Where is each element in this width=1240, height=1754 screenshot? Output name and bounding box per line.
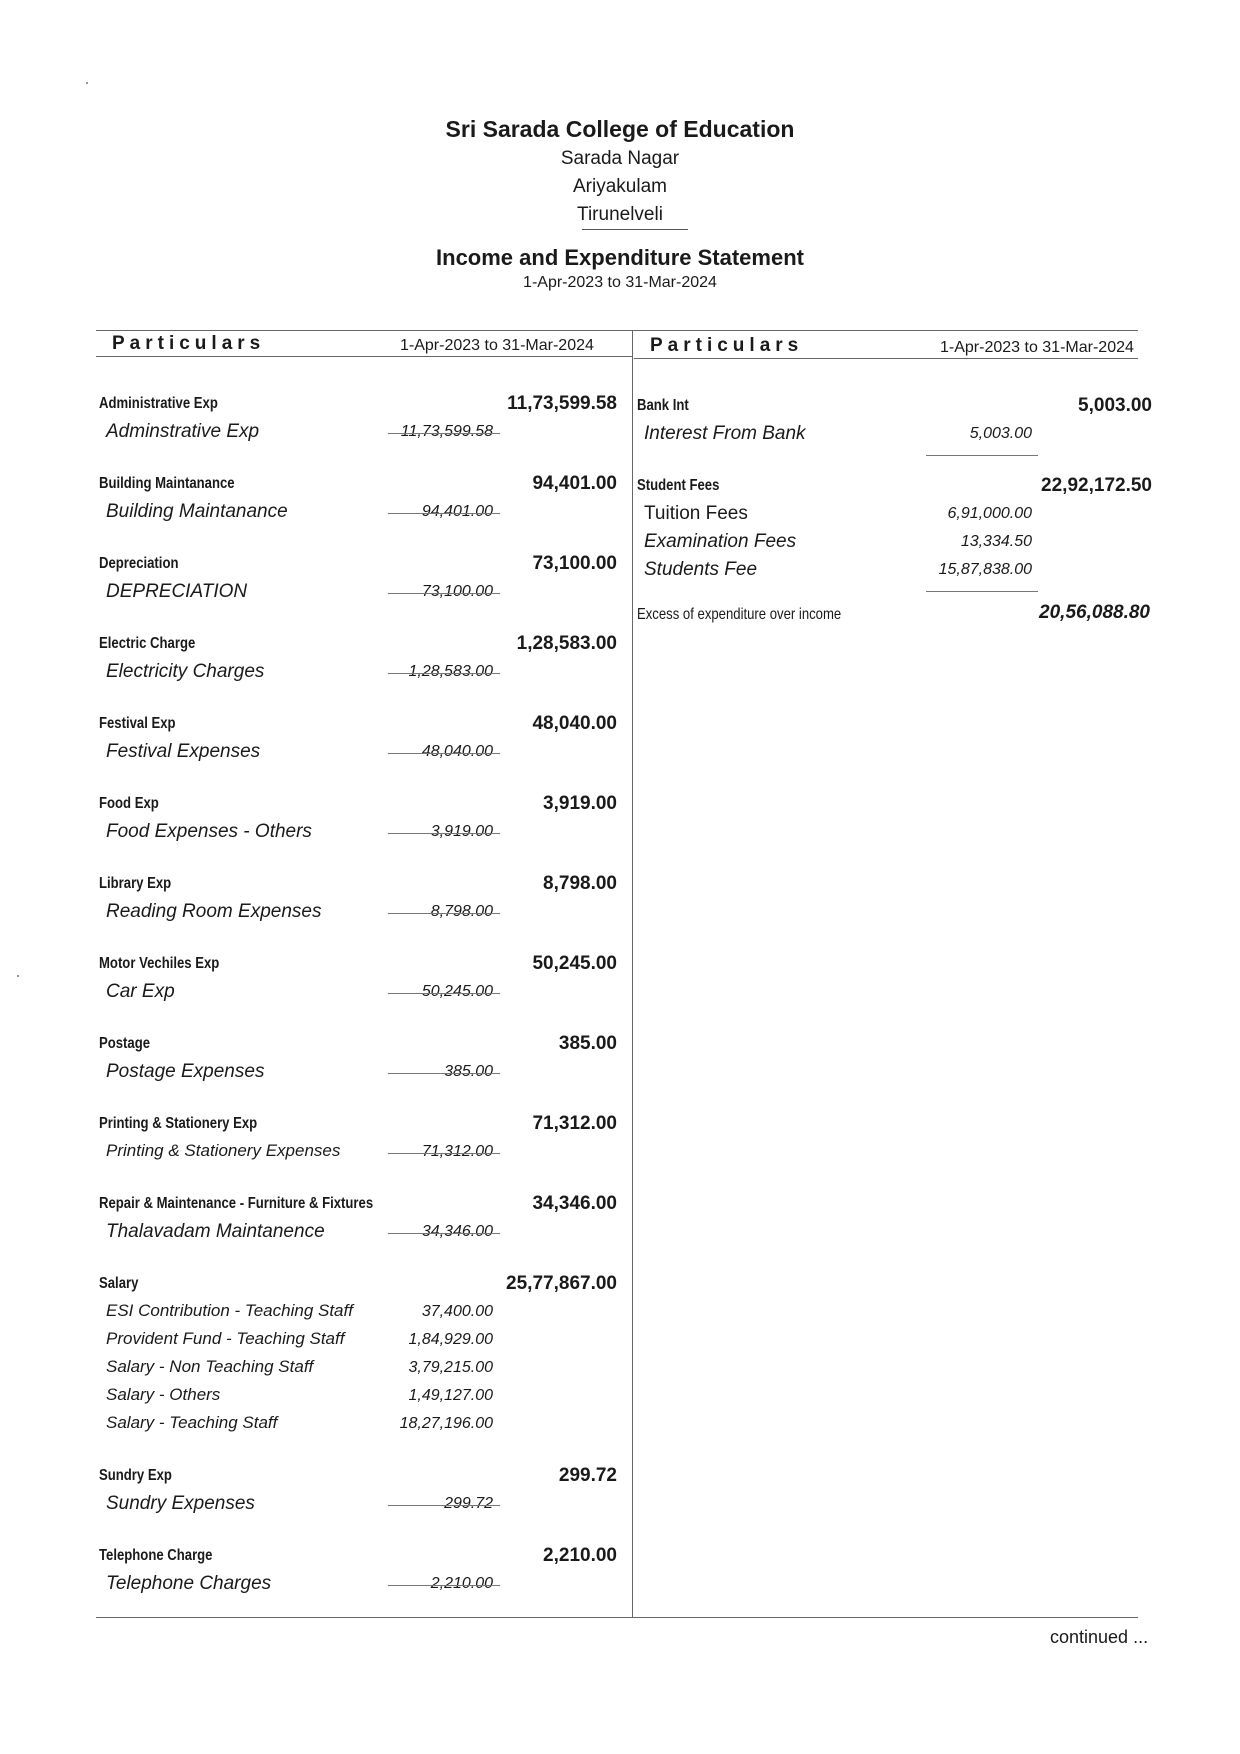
line-item-label: ESI Contribution - Teaching Staff	[106, 1301, 353, 1320]
line-item-label: Printing & Stationery Expenses	[106, 1141, 341, 1160]
group-total: 11,73,599.58	[507, 393, 617, 414]
college-name: Sri Sarada College of Education	[445, 116, 795, 142]
group-name: Building Maintanance	[99, 475, 235, 492]
line-item-label: Car Exp	[106, 981, 175, 1002]
group-total: 22,92,172.50	[1041, 475, 1152, 496]
group-name: Motor Vechiles Exp	[99, 955, 220, 972]
table-top-rule	[96, 330, 1138, 331]
group-name: Bank Int	[637, 397, 689, 414]
amount-underline	[388, 1233, 500, 1234]
line-item-label: Salary - Others	[106, 1385, 221, 1404]
group-name: Repair & Maintenance - Furniture & Fixtures	[99, 1195, 374, 1212]
line-item-label: Telephone Charges	[106, 1573, 272, 1594]
line-item-amount: 11,73,599.58	[400, 423, 493, 440]
group-name: Telephone Charge	[99, 1547, 213, 1564]
line-item-label: Sundry Expenses	[106, 1493, 255, 1514]
group-name: Postage	[99, 1035, 151, 1052]
line-item-label: Reading Room Expenses	[106, 901, 322, 922]
statement-period: 1-Apr-2023 to 31-Mar-2024	[523, 274, 717, 291]
line-item-amount: 299.72	[444, 1495, 493, 1512]
group-name: Library Exp	[99, 875, 172, 892]
line-item-amount: 5,003.00	[969, 425, 1032, 442]
amount-underline	[388, 513, 500, 514]
amount-underline	[388, 1153, 500, 1154]
line-item-label: Festival Expenses	[106, 741, 261, 762]
line-item-label: Tuition Fees	[644, 503, 748, 524]
line-item-label: Examination Fees	[644, 531, 797, 552]
line-item-amount: 1,84,929.00	[408, 1331, 493, 1348]
line-item-label: Food Expenses - Others	[106, 821, 312, 842]
group-name: Sundry Exp	[99, 1467, 172, 1484]
address-line-3: Tirunelveli	[577, 204, 663, 225]
scan-speck	[86, 82, 88, 84]
amount-underline	[388, 753, 500, 754]
group-total: 34,346.00	[532, 1193, 617, 1214]
amount-underline	[388, 993, 500, 994]
line-item-label: Postage Expenses	[106, 1061, 265, 1082]
excess-label: Excess of expenditure over income	[637, 606, 842, 623]
line-item-amount: 8,798.00	[430, 903, 493, 920]
line-item-amount: 48,040.00	[421, 743, 493, 760]
line-item-label: Building Maintanance	[106, 501, 288, 522]
line-item-label: Salary - Non Teaching Staff	[106, 1357, 314, 1376]
amount-underline	[388, 833, 500, 834]
group-total: 1,28,583.00	[516, 633, 617, 654]
amount-underline	[926, 591, 1038, 592]
group-total: 8,798.00	[543, 873, 617, 894]
line-item-amount: 385.00	[444, 1063, 493, 1080]
amount-underline	[388, 1073, 500, 1074]
line-item-label: Thalavadam Maintanence	[106, 1221, 325, 1242]
line-item-label: Provident Fund - Teaching Staff	[106, 1329, 345, 1348]
line-item-amount: 6,91,000.00	[947, 505, 1032, 522]
group-total: 3,919.00	[543, 793, 617, 814]
line-item-amount: 18,27,196.00	[399, 1415, 493, 1432]
line-item-amount: 37,400.00	[421, 1303, 493, 1320]
continued-note: continued ...	[1050, 1627, 1149, 1647]
line-item-amount: 13,334.50	[960, 533, 1032, 550]
amount-underline	[388, 673, 500, 674]
left-particulars-heading: Particulars	[112, 333, 266, 354]
left-header-underline	[96, 356, 632, 357]
line-item-amount: 1,28,583.00	[408, 663, 493, 680]
group-name: Salary	[99, 1275, 139, 1292]
amount-underline	[388, 433, 500, 434]
line-item-amount: 1,49,127.00	[408, 1387, 493, 1404]
left-period-heading: 1-Apr-2023 to 31-Mar-2024	[400, 337, 594, 354]
amount-underline	[926, 455, 1038, 456]
line-item-amount: 50,245.00	[421, 983, 493, 1000]
line-item-amount: 71,312.00	[421, 1143, 493, 1160]
line-item-amount: 3,79,215.00	[408, 1359, 493, 1376]
amount-underline	[388, 1585, 500, 1586]
statement-title: Income and Expenditure Statement	[436, 245, 804, 270]
column-divider	[632, 330, 633, 1618]
group-name: Electric Charge	[99, 635, 196, 652]
group-total: 50,245.00	[532, 953, 617, 974]
right-period-heading: 1-Apr-2023 to 31-Mar-2024	[940, 339, 1134, 356]
group-name: Student Fees	[637, 477, 720, 494]
group-total: 5,003.00	[1078, 395, 1152, 416]
group-name: Food Exp	[99, 795, 159, 812]
line-item-label: Salary - Teaching Staff	[106, 1413, 278, 1432]
amount-underline	[388, 593, 500, 594]
group-total: 25,77,867.00	[506, 1273, 617, 1294]
line-item-amount: 2,210.00	[430, 1575, 493, 1592]
line-item-label: Interest From Bank	[644, 423, 806, 444]
group-total: 299.72	[558, 1465, 617, 1486]
amount-underline	[388, 913, 500, 914]
group-name: Festival Exp	[99, 715, 176, 732]
line-item-amount: 94,401.00	[421, 503, 493, 520]
table-bottom-rule	[96, 1617, 1138, 1618]
group-total: 73,100.00	[532, 553, 617, 574]
line-item-label: Adminstrative Exp	[106, 421, 260, 442]
line-item-label: DEPRECIATION	[106, 581, 248, 602]
right-header-underline	[634, 358, 1138, 359]
group-total: 385.00	[558, 1033, 617, 1054]
address-underline	[582, 229, 688, 230]
address-line-2: Ariyakulam	[573, 176, 667, 197]
group-total: 2,210.00	[543, 1545, 617, 1566]
group-total: 94,401.00	[532, 473, 617, 494]
scan-speck	[17, 975, 19, 977]
group-total: 48,040.00	[532, 713, 617, 734]
line-item-label: Students Fee	[644, 559, 758, 580]
excess-amount: 20,56,088.80	[1039, 602, 1150, 623]
line-item-amount: 34,346.00	[421, 1223, 493, 1240]
right-particulars-heading: Particulars	[650, 335, 804, 356]
group-name: Printing & Stationery Exp	[99, 1115, 258, 1132]
amount-underline	[388, 1505, 500, 1506]
group-name: Administrative Exp	[99, 395, 218, 412]
group-total: 71,312.00	[532, 1113, 617, 1134]
line-item-amount: 73,100.00	[421, 583, 493, 600]
group-name: Depreciation	[99, 555, 179, 572]
line-item-label: Electricity Charges	[106, 661, 265, 682]
line-item-amount: 15,87,838.00	[938, 561, 1032, 578]
address-line-1: Sarada Nagar	[560, 148, 680, 169]
line-item-amount: 3,919.00	[430, 823, 493, 840]
